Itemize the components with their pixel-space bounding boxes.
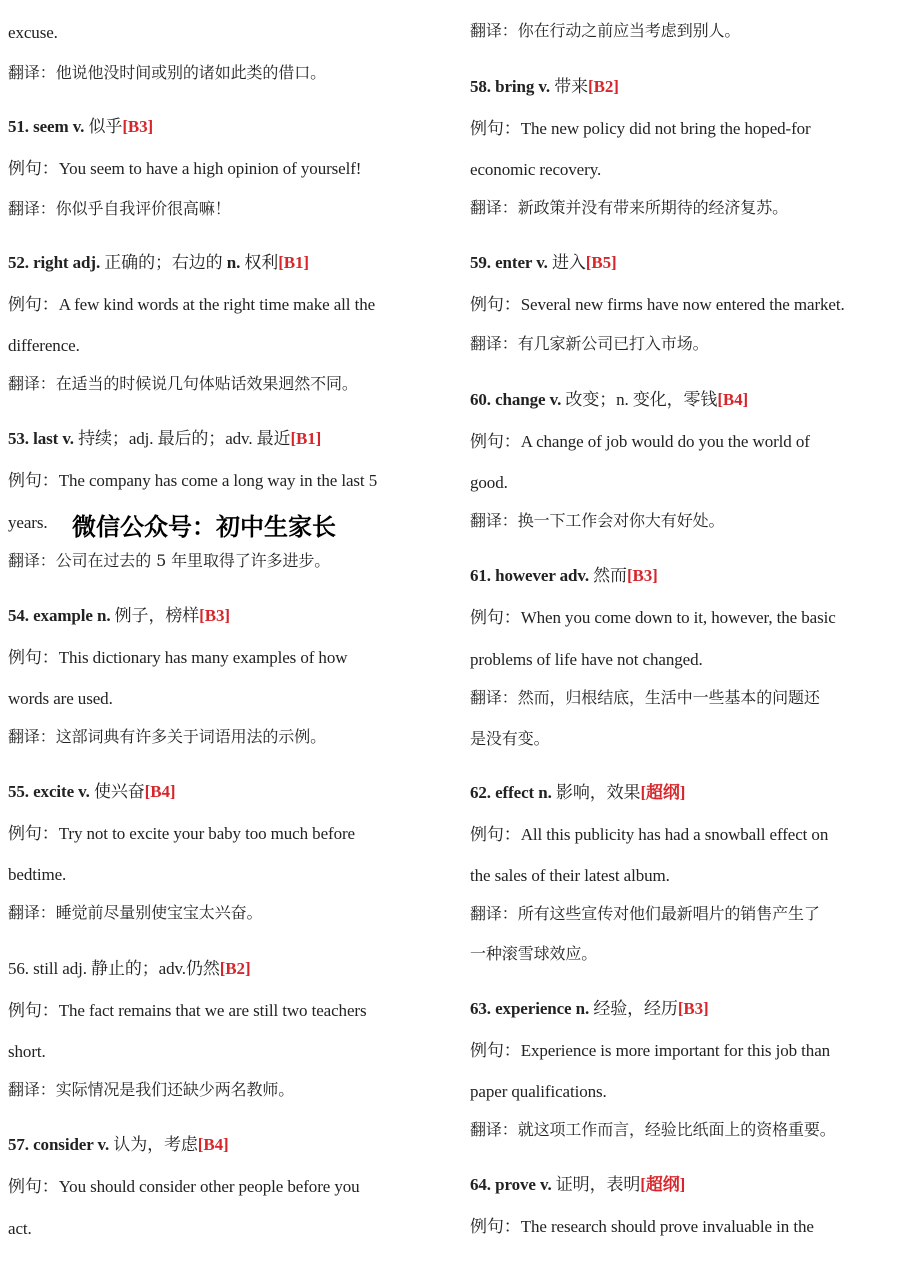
example-sentence-cont: good. bbox=[470, 473, 508, 492]
translation-cont: 一种滚雪球效应。 bbox=[470, 944, 598, 963]
example-sentence-cont: short. bbox=[8, 1042, 46, 1061]
entry-head-63 bbox=[470, 998, 709, 1020]
level-badge: [B2] bbox=[219, 959, 251, 978]
translation: 翻译：有几家新公司已打入市场。 bbox=[470, 334, 709, 353]
entry-head-57 bbox=[8, 1134, 229, 1156]
example-sentence: 例句：The fact remains that we are still two teachers bbox=[8, 1001, 367, 1020]
entry-meaning: 例子，榜样 bbox=[114, 606, 200, 625]
entry-head-64 bbox=[470, 1174, 685, 1196]
example-sentence-cont: the sales of their latest album. bbox=[470, 866, 670, 885]
level-badge: [B3] bbox=[626, 566, 658, 585]
translation: 翻译：你似乎自我评价很高嘛！ bbox=[8, 199, 231, 218]
example-sentence: 例句：All this publicity has had a snowball effect on bbox=[470, 825, 829, 844]
translation: 翻译：然而，归根结底，生活中一些基本的问题还 bbox=[470, 688, 820, 707]
example-sentence: 例句：A change of job would do you the world of bbox=[470, 432, 810, 451]
translation: 翻译：所有这些宣传对他们最新唱片的销售产生了 bbox=[470, 904, 820, 923]
entry-pos: n. bbox=[226, 253, 241, 272]
example-sentence: 例句：Try not to excite your baby too much before bbox=[8, 824, 355, 843]
entry-head-59 bbox=[470, 252, 617, 274]
example-sentence: 例句：The company has come a long way in the last 5 bbox=[8, 471, 378, 490]
example-sentence-cont: paper qualifications. bbox=[470, 1082, 607, 1101]
translation: 翻译：在适当的时候说几句体贴话效果迥然不同。 bbox=[8, 374, 358, 393]
example-sentence: 例句：Several new firms have now entered the market. bbox=[470, 295, 845, 314]
entry-word: 52. right adj. bbox=[8, 253, 101, 272]
level-badge: [B2] bbox=[588, 77, 619, 96]
entry-word: 60. change v. bbox=[470, 390, 562, 409]
entry-head-62 bbox=[470, 782, 685, 804]
translation-cont: 是没有变。 bbox=[470, 729, 550, 748]
entry-word: 57. consider v. bbox=[8, 1135, 110, 1154]
example-sentence: 例句：The research should prove invaluable in the bbox=[470, 1217, 814, 1236]
entry-meaning: 认为，考虑 bbox=[113, 1135, 198, 1154]
carry-over-translation: 翻译：你在行动之前应当考虑到别人。 bbox=[470, 21, 741, 40]
level-badge: [B4] bbox=[144, 782, 176, 801]
translation: 翻译：就这项工作而言，经验比纸面上的资格重要。 bbox=[470, 1120, 836, 1139]
entry-meaning: 然而 bbox=[593, 566, 627, 585]
entry-word: 55. excite v. bbox=[8, 782, 90, 801]
example-sentence: 例句：A few kind words at the right time make all the bbox=[8, 295, 376, 314]
example-sentence-cont: words are used. bbox=[8, 689, 113, 708]
level-badge: [B3] bbox=[199, 606, 230, 625]
entry-head-58 bbox=[470, 76, 619, 98]
entry-head-61 bbox=[470, 565, 658, 587]
entry-word: 59. enter v. bbox=[470, 253, 548, 272]
example-sentence: 例句：You seem to have a high opinion of yourself! bbox=[8, 159, 362, 178]
entry-meaning: 进入 bbox=[551, 253, 586, 272]
translation: 翻译：公司在过去的 5 年里取得了许多进步。 bbox=[8, 551, 331, 570]
translation: 翻译：换一下工作会对你大有好处。 bbox=[470, 511, 725, 530]
entry-word: 54. example n. bbox=[8, 606, 111, 625]
translation: 翻译：这部词典有许多关于词语用法的示例。 bbox=[8, 727, 327, 746]
entry-meaning-2: 权利 bbox=[244, 253, 279, 272]
carry-over-translation: 翻译：他说他没时间或别的诸如此类的借口。 bbox=[8, 63, 327, 82]
example-sentence-cont: problems of life have not changed. bbox=[470, 650, 703, 669]
entry-meaning: 带来 bbox=[554, 77, 589, 96]
entry-head-53 bbox=[8, 428, 321, 450]
watermark: 微信公众号：初中生家长 bbox=[72, 513, 336, 541]
entry-meaning: 正确的；右边的 bbox=[104, 253, 223, 272]
entry-word: 64. prove v. bbox=[470, 1175, 552, 1194]
translation: 翻译：睡觉前尽量别使宝宝太兴奋。 bbox=[8, 903, 263, 922]
entry-meaning: 改变；n. 变化，零钱 bbox=[565, 390, 718, 409]
entry-word: 61. however adv. bbox=[470, 566, 589, 585]
example-sentence-cont: difference. bbox=[8, 336, 80, 355]
level-badge: [B1] bbox=[278, 253, 309, 272]
level-badge: [B5] bbox=[585, 253, 617, 272]
level-badge: [B3] bbox=[677, 999, 709, 1018]
entry-word: 63. experience n. bbox=[470, 999, 590, 1018]
example-sentence-cont: act. bbox=[8, 1219, 32, 1238]
example-sentence-cont: bedtime. bbox=[8, 865, 67, 884]
example-sentence-cont: economic recovery. bbox=[470, 160, 602, 179]
entry-word: 62. effect n. bbox=[470, 783, 552, 802]
entry-word: 58. bring v. bbox=[470, 77, 551, 96]
entry-meaning: 影响，效果 bbox=[555, 783, 641, 802]
entry-head-56 bbox=[8, 958, 251, 980]
level-badge: [B3] bbox=[122, 117, 154, 136]
entry-word: 51. seem v. bbox=[8, 117, 85, 136]
entry-meaning: 使兴奋 bbox=[93, 782, 145, 801]
entry-head-51 bbox=[8, 116, 153, 138]
translation: 翻译：新政策并没有带来所期待的经济复苏。 bbox=[470, 198, 789, 217]
level-badge: [B1] bbox=[290, 429, 322, 448]
entry-meaning: 似乎 bbox=[88, 117, 123, 136]
carry-over-line: excuse. bbox=[8, 23, 58, 42]
entry-head-55 bbox=[8, 781, 175, 803]
entry-head-52 bbox=[8, 252, 309, 274]
example-sentence-cont: years. bbox=[8, 513, 48, 532]
level-badge: [超纲] bbox=[640, 1175, 686, 1194]
entry-meaning: 持续；adj. 最后的；adv. 最近 bbox=[78, 429, 291, 448]
entry-word: 56. still adj. bbox=[8, 959, 87, 978]
level-badge: [超纲] bbox=[640, 783, 686, 802]
entry-meaning: 静止的；adv.仍然 bbox=[91, 959, 220, 978]
example-sentence: 例句：When you come down to it, however, the basic bbox=[470, 608, 836, 627]
example-sentence: 例句：Experience is more important for this job than bbox=[470, 1041, 831, 1060]
level-badge: [B4] bbox=[717, 390, 749, 409]
entry-head-54 bbox=[8, 605, 230, 627]
entry-head-60 bbox=[470, 389, 748, 411]
entry-word: 53. last v. bbox=[8, 429, 74, 448]
example-sentence: 例句：This dictionary has many examples of how bbox=[8, 648, 348, 667]
translation: 翻译：实际情况是我们还缺少两名教师。 bbox=[8, 1080, 295, 1099]
entry-meaning: 经验，经历 bbox=[593, 999, 678, 1018]
example-sentence: 例句：You should consider other people before you bbox=[8, 1177, 360, 1196]
entry-meaning: 证明，表明 bbox=[555, 1175, 641, 1194]
level-badge: [B4] bbox=[197, 1135, 229, 1154]
example-sentence: 例句：The new policy did not bring the hoped-for bbox=[470, 119, 811, 138]
